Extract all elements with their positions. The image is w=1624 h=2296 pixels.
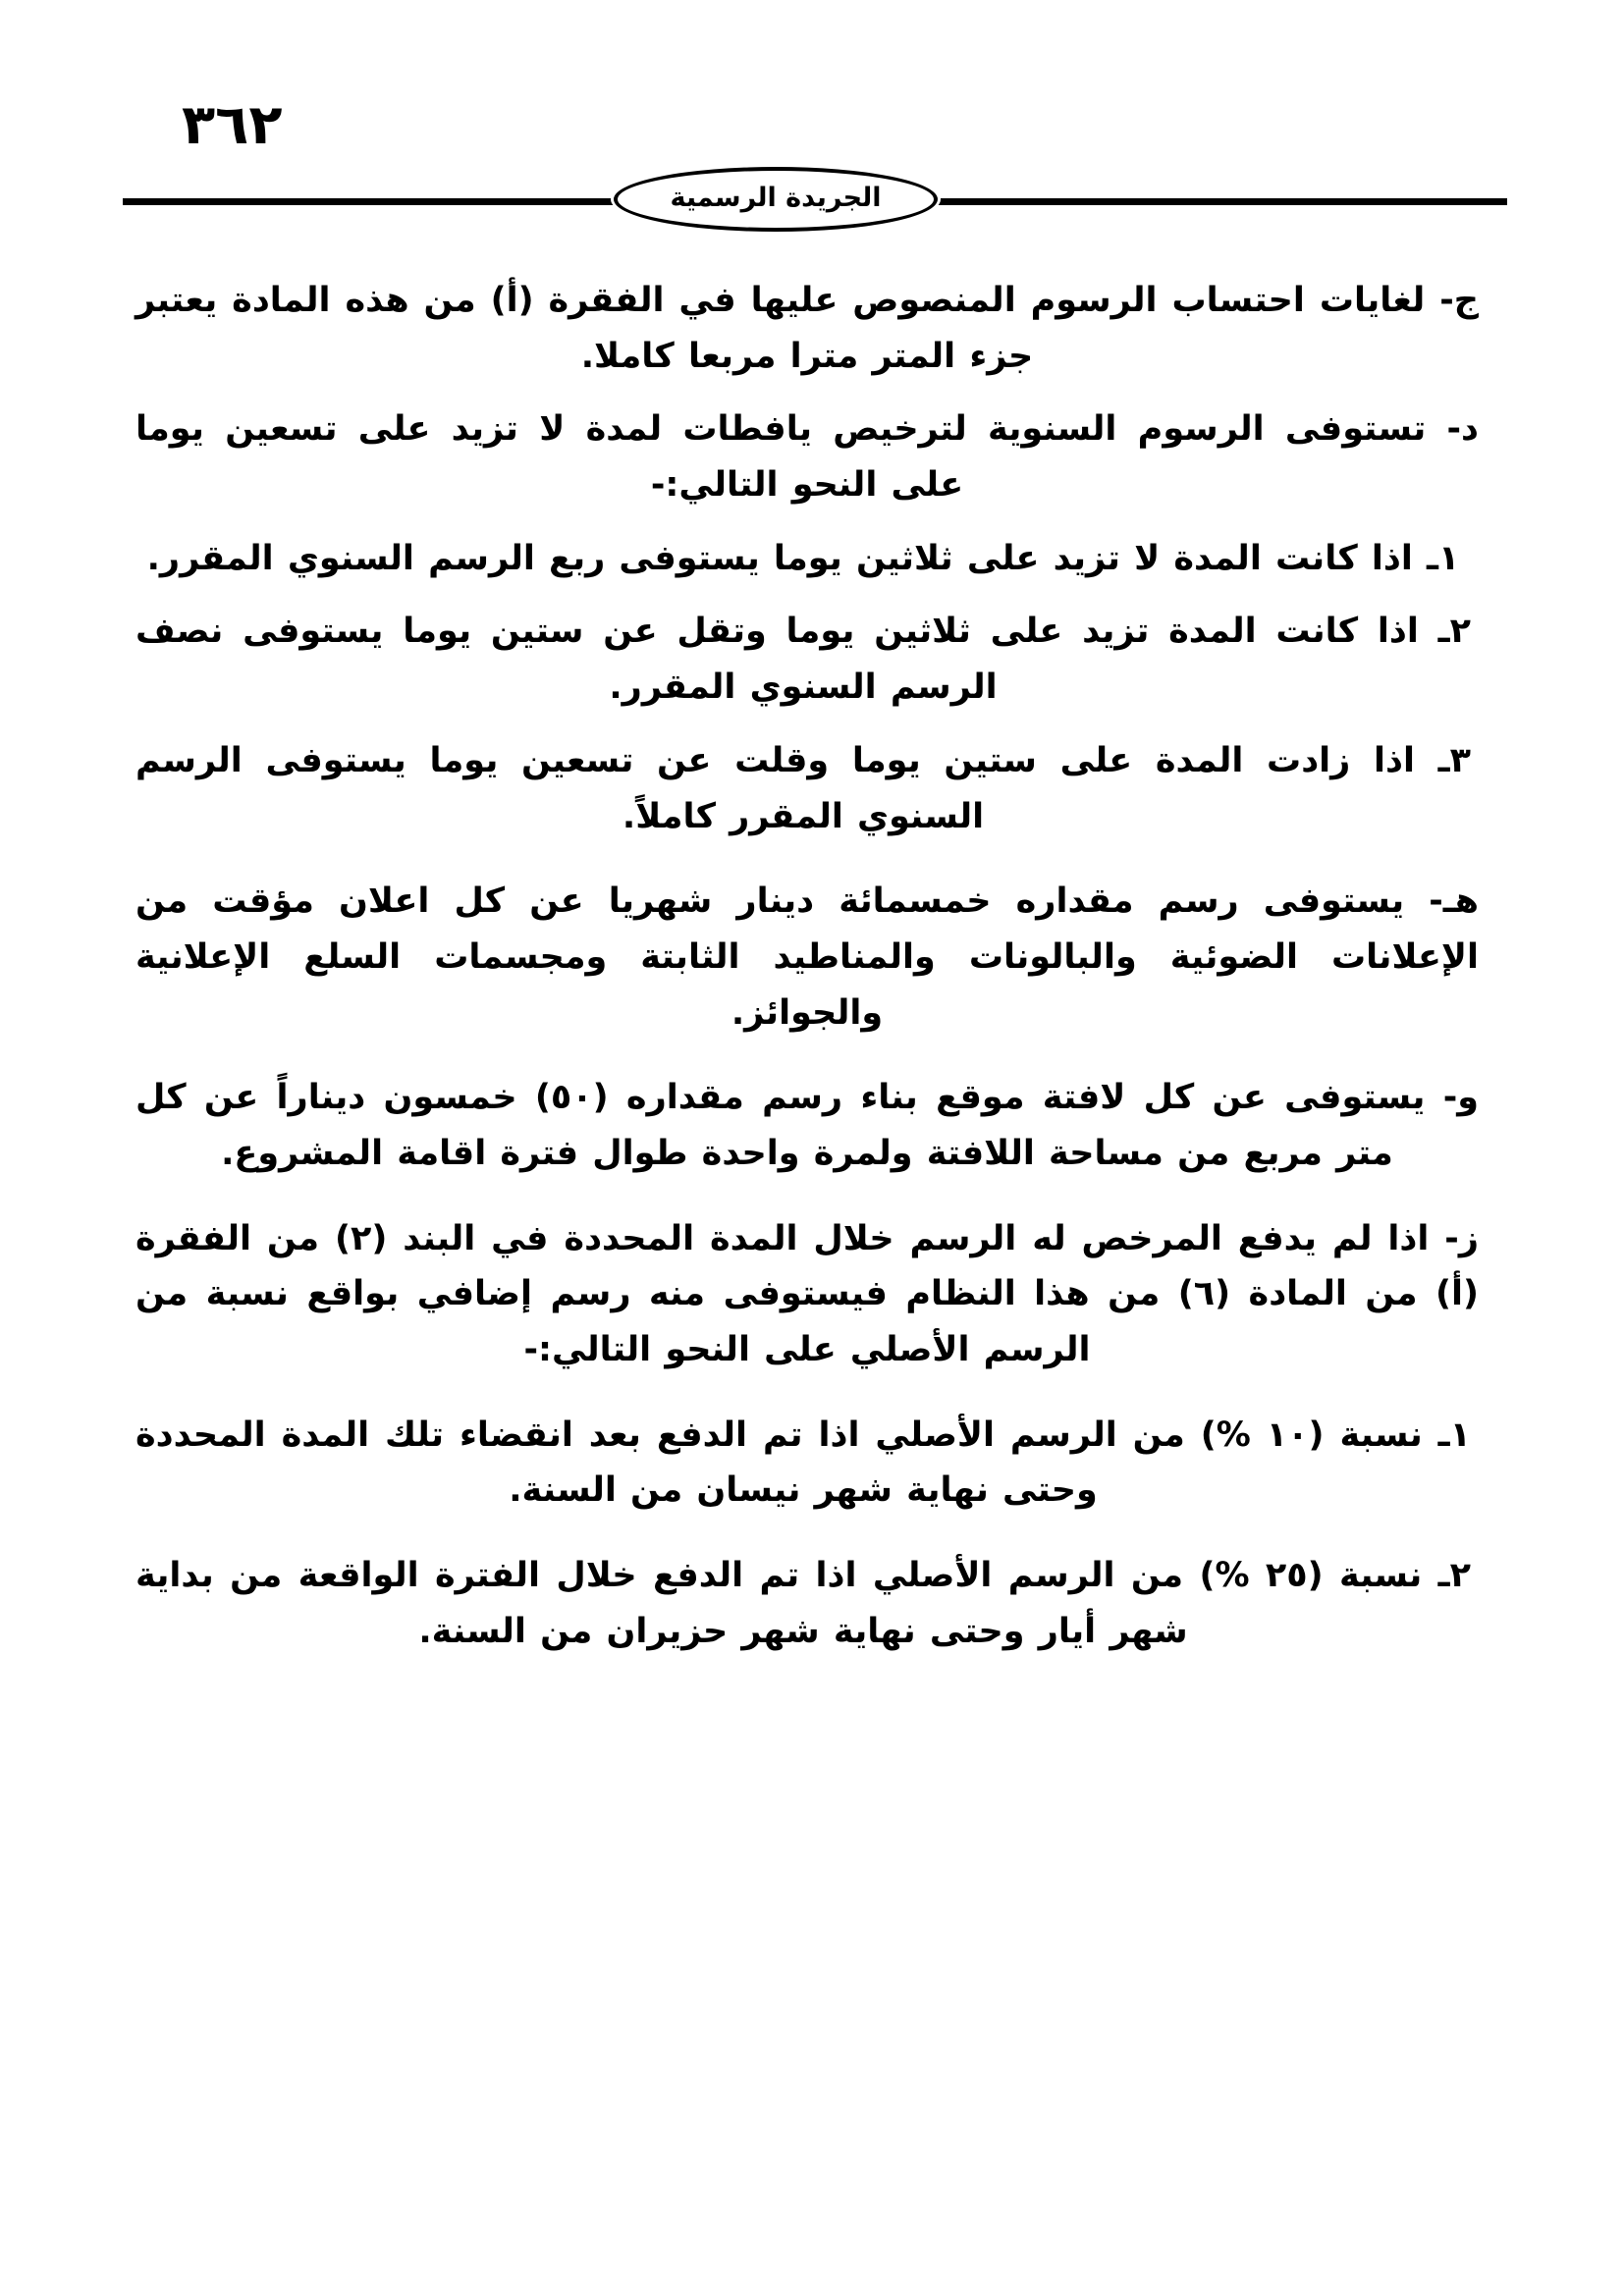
page-number: ٣٦٢ [182,93,283,157]
document-body [135,273,1479,1677]
gazette-header [123,167,1507,236]
paragraph-item-2: ٢ـ اذا كانت المدة تزيد على ثلاثين يوما وتقل عن ستين يوما يستوفى نصف الرسم السنوي المقرر. [135,612,1471,708]
paragraph-clause-jeem: ج- لغايات احتساب الرسوم المنصوص عليها في الفقرة (أ) من هذه المادة يعتبر جزء المتر مترا مربعا كاملا. [135,281,1479,376]
paragraph-clause-dal: د- تستوفى الرسوم السنوية لترخيص يافطات لمدة لا تزيد على تسعين يوما على النحو التالي:- [135,409,1479,506]
paragraph-clause-waw: و- يستوفى عن كل لافتة موقع بناء رسم مقداره (٥٠) خمسون ديناراً عن كل متر مربع من مساحة اللافتة ولمرة واحدة طوال فترة اقامة المشروع. [135,1078,1479,1173]
paragraph-penalty-item-2: ٢ـ نسبة (٢٥ %) من الرسم الأصلي اذا تم الدفع خلال الفترة الواقعة من بداية شهر أيار وحتى نهاية شهر حزيران من السنة. [135,1556,1471,1651]
paragraph-item-3: ٣ـ اذا زادت المدة على ستين يوما وقلت عن تسعين يوما يستوفى الرسم السنوي المقرر كاملاً. [135,740,1471,836]
header-title: الجريدة الرسمية [670,182,882,213]
header-ellipse [614,167,938,232]
paragraph-clause-ha: هـ- يستوفى رسم مقداره خمسمائة دينار شهريا عن كل اعلان مؤقت من الإعلانات الضوئية والبالونات والمناطيد الثابتة ومجسمات السلع الإعلانية والجوائز. [135,881,1479,1033]
paragraph-penalty-item-1: ١ـ نسبة (١٠ %) من الرسم الأصلي اذا تم الدفع بعد انقضاء تلك المدة المحددة وحتى نهاية شهر نيسان من السنة. [135,1415,1471,1511]
paragraph-clause-zay: ز- اذا لم يدفع المرخص له الرسم خلال المدة المحددة في البند (٢) من الفقرة (أ) من المادة (٦) من هذا النظام فيستوفى منه رسم إضافي بواقع نسبة من الرسم الأصلي على النحو التالي:- [135,1218,1479,1369]
paragraph-item-1: ١ـ اذا كانت المدة لا تزيد على ثلاثين يوما يستوفى ربع الرسم السنوي المقرر. [146,538,1460,578]
